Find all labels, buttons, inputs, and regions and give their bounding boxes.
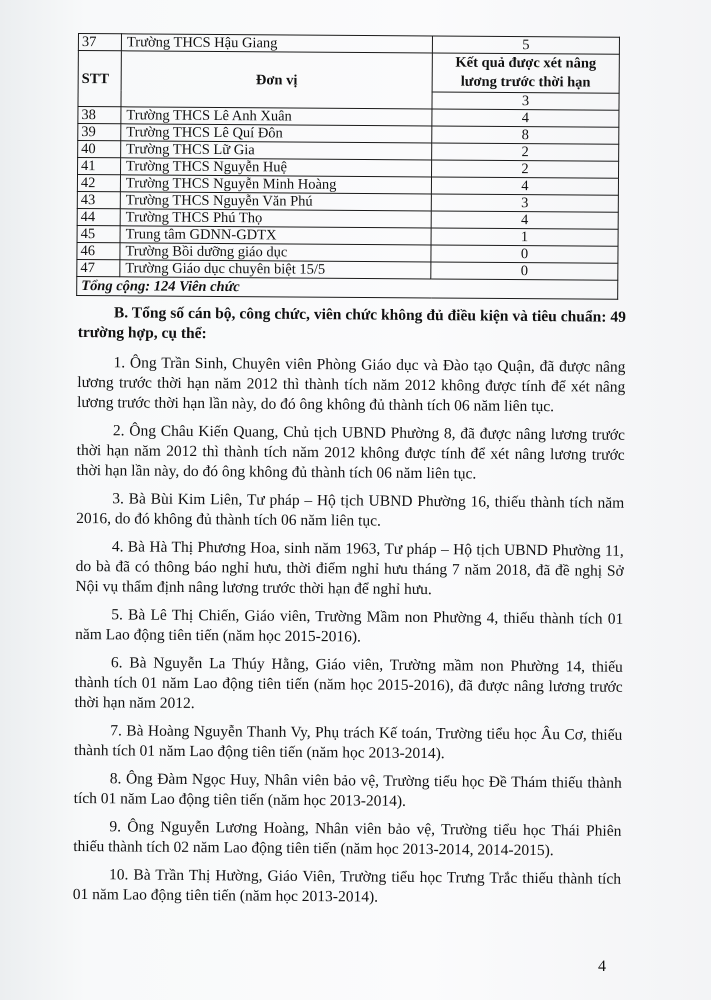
stt-cell: 44 bbox=[77, 208, 120, 225]
unit-cell: Trường THCS Hậu Giang bbox=[121, 34, 432, 53]
list-item: 4. Bà Hà Thị Phương Hoa, sinh năm 1963, Tư pháp – Hộ tịch UBND Phường 11, do bà đã có thông báo nghỉ hưu, thời điểm nghỉ hưu tháng 7 năm 2018, đã đề nghị Sở Nội vụ thẩm định nâng lương trước thời hạn để nghỉ hưu. bbox=[75, 538, 624, 599]
list-item: 2. Ông Châu Kiến Quang, Chủ tịch UBND Phường 8, đã được nâng lương trước thời hạn năm 2012 thì thành tích năm 2012 không được tính để xét nâng lương trước thời hạn lần này, do đó ông không đủ thành tích 06 năm liên tục. bbox=[76, 422, 625, 483]
stt-cell: 42 bbox=[77, 175, 120, 192]
unit-cell: Trường THCS Phú Thọ bbox=[120, 209, 431, 228]
total-cell: Tổng cộng: 124 Viên chức bbox=[77, 276, 618, 299]
count-cell: 4 bbox=[432, 109, 619, 127]
unit-cell: Trung tâm GDNN-GDTX bbox=[120, 226, 431, 245]
table-header-row bbox=[78, 51, 619, 94]
stt-cell: 40 bbox=[78, 141, 121, 158]
unit-cell: Trường THCS Lê Anh Xuân bbox=[121, 107, 432, 126]
list-item: 3. Bà Bùi Kim Liên, Tư pháp – Hộ tịch UBND Phường 16, thiếu thành tích năm 2016, do đó không đủ thành tích 06 năm liên tục. bbox=[76, 490, 625, 530]
unit-cell: Trường THCS Lê Quí Đôn bbox=[121, 124, 432, 143]
table-total-row bbox=[77, 276, 618, 299]
section-b-heading: B. Tổng số cán bộ, công chức, viên chức không đủ điều kiện và tiêu chuẩn: 49 trường hợp, cụ thể: bbox=[77, 304, 626, 343]
count-cell: 4 bbox=[431, 211, 618, 229]
count-cell: 5 bbox=[432, 36, 619, 54]
count-cell: 8 bbox=[432, 126, 619, 144]
count-cell: 3 bbox=[431, 194, 618, 212]
list-item: 8. Ông Đàm Ngọc Huy, Nhân viên bảo vệ, Trường tiểu học Đề Thám thiếu thành tích 01 năm Lao động tiên tiến (năm học 2013-2014). bbox=[73, 770, 622, 810]
header-stt: STT bbox=[78, 51, 121, 107]
list-item: 9. Ông Nguyễn Lương Hoàng, Nhân viên bảo vệ, Trường tiểu học Thái Phiên thiếu thành tích 02 năm Lao động tiên tiến (năm học 2013-2014, 2014-2015). bbox=[73, 818, 622, 860]
page-number: 4 bbox=[598, 958, 606, 975]
count-cell: 3 bbox=[432, 92, 619, 110]
unit-cell: Trường Giáo dục chuyên biệt 15/5 bbox=[120, 260, 431, 279]
count-cell: 0 bbox=[431, 245, 618, 263]
salary-table bbox=[76, 33, 620, 300]
count-cell: 2 bbox=[432, 143, 619, 161]
stt-cell: 37 bbox=[78, 34, 121, 51]
count-cell: 1 bbox=[431, 228, 618, 246]
stt-cell: 46 bbox=[77, 242, 120, 259]
stt-cell: 41 bbox=[78, 158, 121, 175]
list-item: 6. Bà Nguyễn La Thúy Hằng, Giáo viên, Trường mầm non Phường 14, thiếu thành tích 01 năm Lao động tiên tiến (năm học 2015-2016), đã được nâng lương trước thời hạn năm 2012. bbox=[74, 654, 623, 713]
stt-cell: 45 bbox=[77, 225, 120, 242]
stt-cell: 38 bbox=[78, 107, 121, 124]
count-cell: 2 bbox=[432, 160, 619, 178]
header-result: Kết quả được xét nâng lương trước thời hạn bbox=[432, 53, 619, 93]
list-item: 1. Ông Trần Sinh, Chuyên viên Phòng Giáo dục và Đào tạo Quận, đã được nâng lương trước thời hạn năm 2012 thì thành tích năm 2012 không được tính để xét nâng lương trước thời hạn lần này, do đó ông không đủ thành tích 06 năm liên tục. bbox=[77, 354, 626, 416]
stt-cell: 47 bbox=[77, 259, 120, 276]
unit-cell: Trường THCS Nguyễn Văn Phú bbox=[120, 192, 431, 211]
list-item: 7. Bà Hoàng Nguyễn Thanh Vy, Phụ trách Kế toán, Trường tiểu học Âu Cơ, thiếu thành tích 01 năm Lao động tiên tiến (năm học 2013-2014). bbox=[74, 722, 623, 763]
count-cell: 4 bbox=[431, 177, 618, 195]
list-item: 10. Bà Trần Thị Hường, Giáo Viên, Trường tiểu học Trưng Trắc thiếu thành tích 01 năm Lao động tiên tiến (năm học 2013-2014). bbox=[72, 866, 622, 906]
unit-cell: Trường THCS Nguyễn Huệ bbox=[121, 158, 432, 177]
stt-cell: 39 bbox=[78, 124, 121, 141]
section-b bbox=[73, 303, 626, 918]
count-cell: 0 bbox=[431, 262, 618, 280]
list-item: 5. Bà Lê Thị Chiến, Giáo viên, Trường Mầm non Phường 4, thiếu thành tích 01 năm Lao động tiên tiến (năm học 2015-2016). bbox=[75, 606, 624, 646]
stt-cell: 43 bbox=[77, 191, 120, 208]
unit-cell: Trường THCS Nguyễn Minh Hoàng bbox=[120, 175, 431, 194]
unit-cell: Trường THCS Lữ Gia bbox=[121, 141, 432, 160]
unit-cell: Trường Bồi dưỡng giáo dục bbox=[120, 243, 431, 262]
header-unit: Đơn vị bbox=[121, 51, 432, 109]
